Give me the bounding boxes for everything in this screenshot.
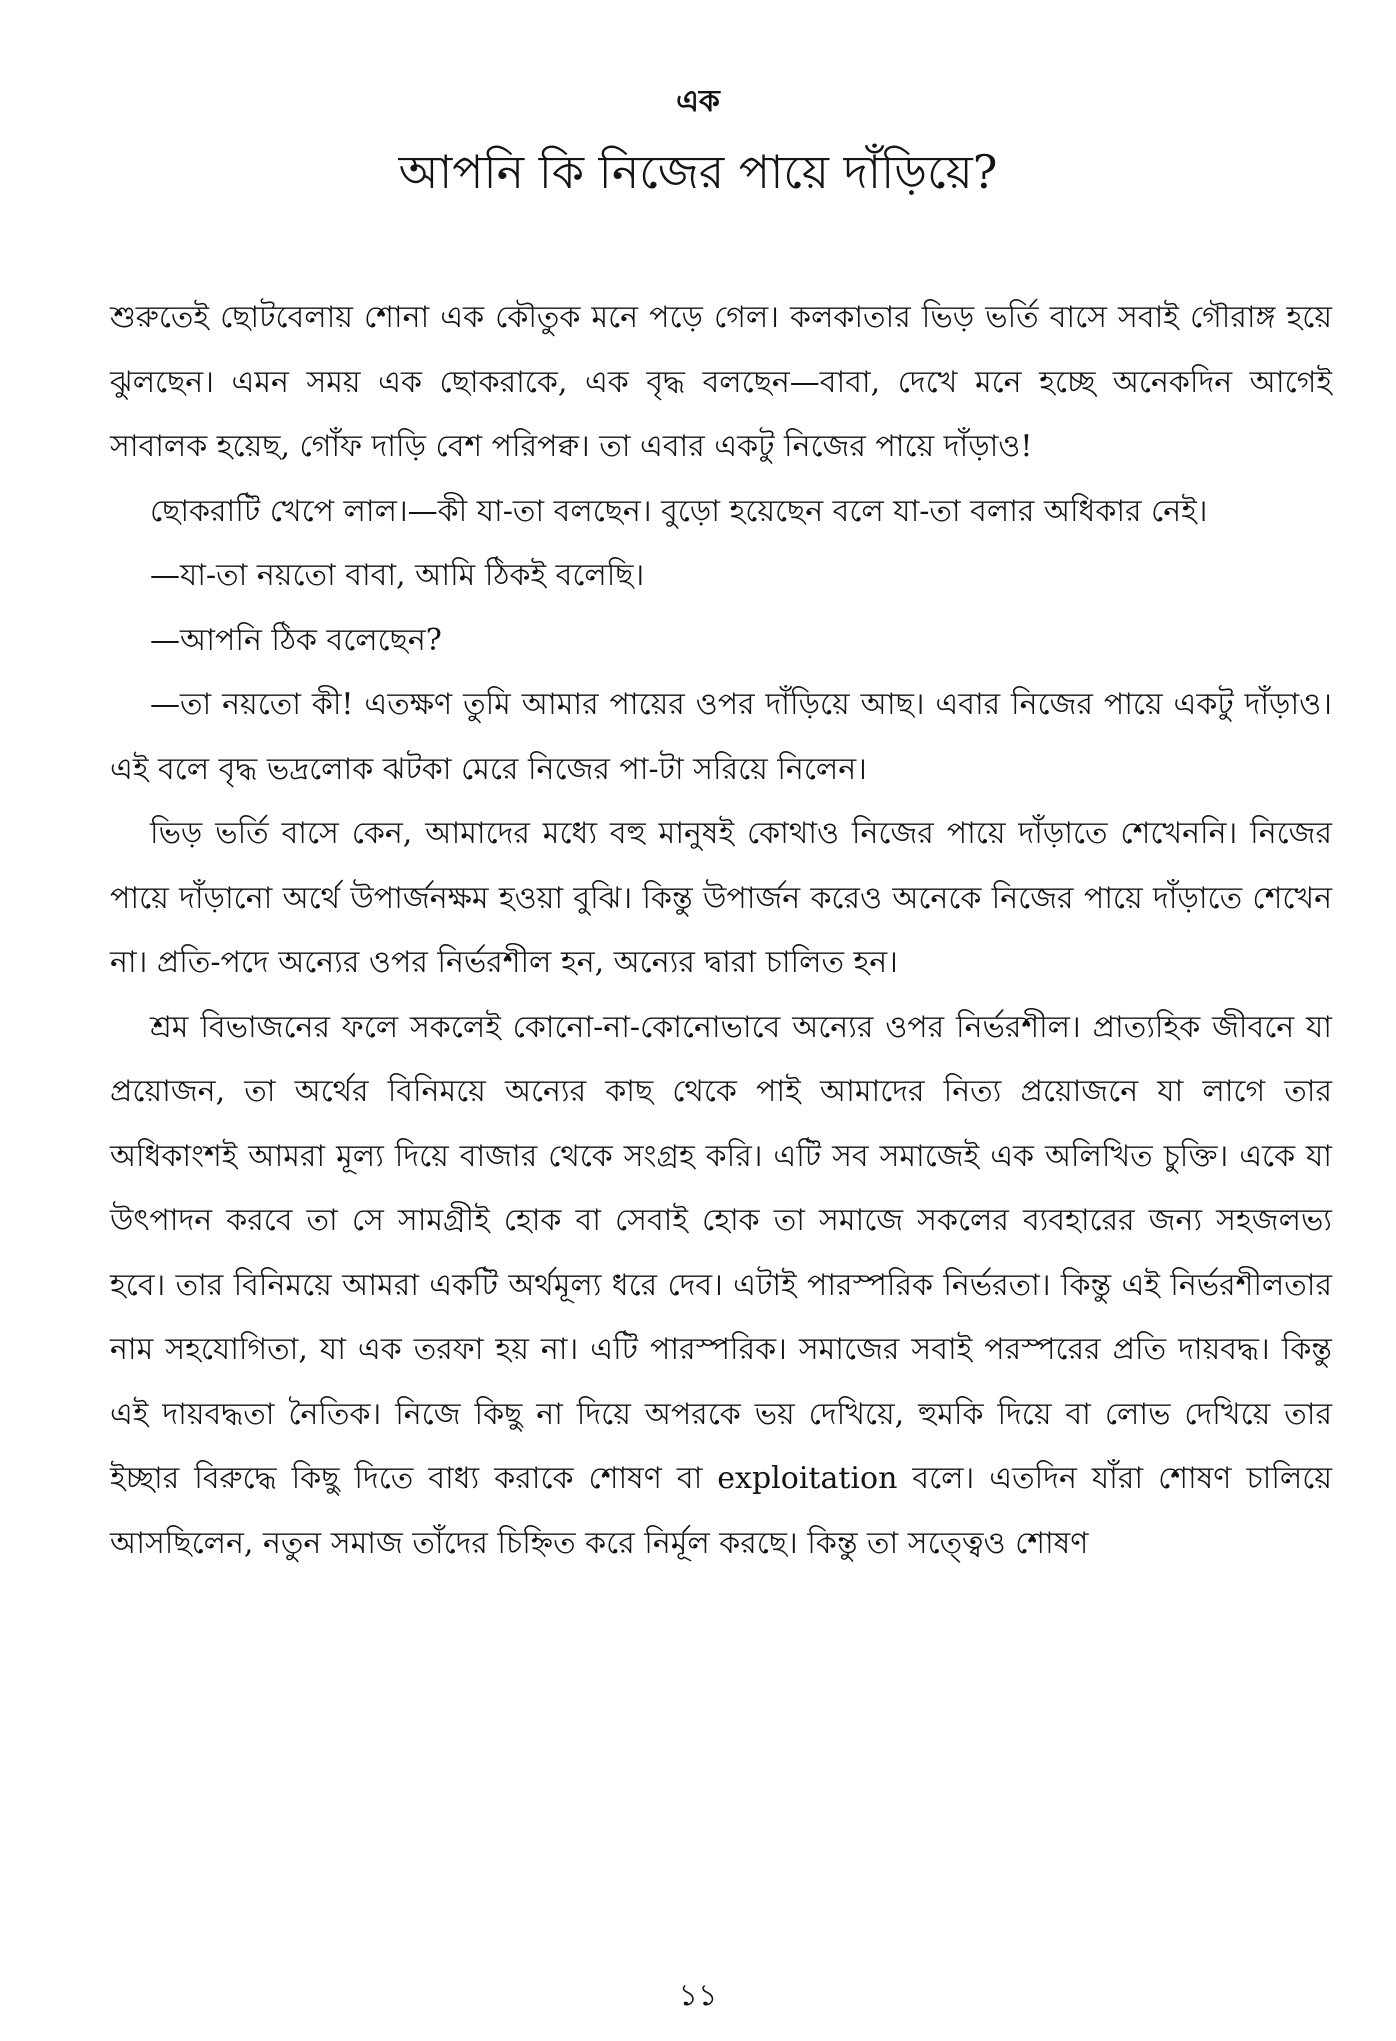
body-text xyxy=(110,286,1332,1576)
paragraph-2: ছোকরাটি খেপে লাল।—কী যা-তা বলছেন। বুড়ো হয়েছেন বলে যা-তা বলার অধিকার নেই। xyxy=(150,493,1208,529)
paragraph-1: শুরুতেই ছোটবেলায় শোনা এক কৌতুক মনে পড়ে গেল। কলকাতার ভিড় ভর্তি বাসে সবাই গৌরাঙ্গ হয়ে ঝুলছেন। এমন সময় এক ছোকরাকে, এক বৃদ্ধ বলছেন—বাবা, দেখে মনে হচ্ছে অনেকদিন আগেই সাবালক হয়েছ, গোঁফ দাড়ি বেশ পরিপক্ব। তা এবার একটু নিজের পায়ে দাঁড়াও! xyxy=(110,300,1332,464)
chapter-title: আপনি কি নিজের পায়ে দাঁড়িয়ে? xyxy=(398,145,998,199)
paragraph-5: —তা নয়তো কী! এতক্ষণ তুমি আমার পায়ের ওপর দাঁড়িয়ে আছ। এবার নিজের পায়ে একটু দাঁড়াও। এই বলে বৃদ্ধ ভদ্রলোক ঝটকা মেরে নিজের পা-টা সরিয়ে নিলেন। xyxy=(110,687,1332,787)
paragraph-3: —যা-তা নয়তো বাবা, আমি ঠিকই বলেছি। xyxy=(150,558,645,593)
paragraph-6: ভিড় ভর্তি বাসে কেন, আমাদের মধ্যে বহু মানুষই কোথাও নিজের পায়ে দাঁড়াতে শেখেননি। নিজের পায়ে দাঁড়ানো অর্থে উপার্জনক্ষম হওয়া বুঝি। কিন্তু উপার্জন করেও অনেকে নিজের পায়ে দাঁড়াতে শেখেন না। প্রতি-পদে অন্যের ওপর নির্ভরশীল হন, অন্যের দ্বারা চালিত হন। xyxy=(110,816,1332,980)
paragraph-7: শ্রম বিভাজনের ফলে সকলেই কোনো-না-কোনোভাবে অন্যের ওপর নির্ভরশীল। প্রাত্যহিক জীবনে যা প্রয়োজন, তা অর্থের বিনিময়ে অন্যের কাছ থেকে পাই আমাদের নিত্য প্রয়োজনে যা লাগে তার অধিকাংশই আমরা মূল্য দিয়ে বাজার থেকে সংগ্রহ করি। এটি সব সমাজেই এক অলিখিত চুক্তি। একে যা উৎপাদন করবে তা সে সামগ্রীই হোক বা সেবাই হোক তা সমাজে সকলের ব্যবহারের জন্য সহজলভ্য হবে। তার বিনিময়ে আমরা একটি অর্থমূল্য ধরে দেব। এটাই পারস্পরিক নির্ভরতা। কিন্তু এই নির্ভরশীলতার নাম সহযোগিতা, যা এক তরফা হয় না। এটি পারস্পরিক। সমাজের সবাই পরস্পরের প্রতি দায়বদ্ধ। কিন্তু এই দায়বদ্ধতা নৈতিক। নিজে কিছু না দিয়ে অপরকে ভয় দেখিয়ে, হুমকি দিয়ে বা লোভ দেখিয়ে তার ইচ্ছার বিরুদ্ধে কিছু দিতে বাধ্য করাকে শোষণ বা exploitation বলে। এতদিন যাঁরা শোষণ চালিয়ে আসছিলেন, নতুন সমাজ তাঁদের চিহ্নিত করে নির্মূল করছে। কিন্তু তা সত্ত্বেও শোষণ xyxy=(110,1009,1332,1561)
chapter-number: এক xyxy=(676,84,720,119)
paragraph-4: —আপনি ঠিক বলেছেন? xyxy=(150,622,442,658)
page-number: ১১ xyxy=(678,1978,718,2013)
